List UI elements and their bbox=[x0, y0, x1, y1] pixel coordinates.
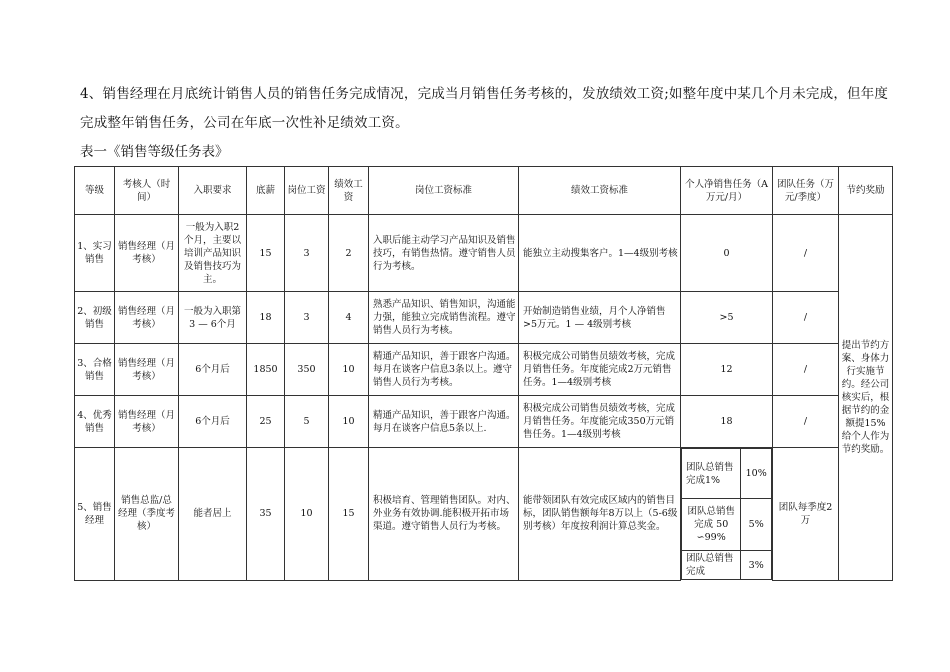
tier-pct: 10% bbox=[741, 449, 772, 499]
team-cell: / bbox=[773, 215, 839, 292]
assessor-cell: 销售经理（月考核） bbox=[115, 344, 179, 396]
tier-label: 团队总销售完成1% bbox=[682, 449, 741, 499]
perf-cell: 10 bbox=[329, 344, 369, 396]
perf-std-cell: 能独立主动搜集客户。1—4级别考核 bbox=[519, 215, 681, 292]
assessor-cell: 销售经理（月考核） bbox=[115, 292, 179, 344]
tier-row bbox=[682, 449, 772, 499]
base-cell: 15 bbox=[247, 215, 285, 292]
header-base: 底薪 bbox=[247, 167, 285, 215]
header-entry: 入职要求 bbox=[179, 167, 247, 215]
post-cell: 5 bbox=[285, 396, 329, 448]
base-cell: 35 bbox=[247, 448, 285, 581]
perf-cell: 10 bbox=[329, 396, 369, 448]
entry-cell: 一般为入职2个月，主要以培训产品知识及销售技巧为主。 bbox=[179, 215, 247, 292]
header-team: 团队任务（万元/季度） bbox=[773, 167, 839, 215]
personal-cell: 0 bbox=[681, 215, 773, 292]
post-cell: 350 bbox=[285, 344, 329, 396]
header-perf: 绩效工资 bbox=[329, 167, 369, 215]
entry-cell: 6个月后 bbox=[179, 344, 247, 396]
tier-row bbox=[682, 551, 772, 580]
post-cell: 10 bbox=[285, 448, 329, 581]
table-row bbox=[75, 448, 893, 581]
tier-label: 团队总销售完成 50 ∽99% bbox=[682, 499, 741, 551]
team-cell: / bbox=[773, 396, 839, 448]
table-row bbox=[75, 344, 893, 396]
personal-cell: 18 bbox=[681, 396, 773, 448]
header-post: 岗位工资 bbox=[285, 167, 329, 215]
tier-cell bbox=[681, 448, 773, 581]
header-post-std: 岗位工资标准 bbox=[369, 167, 519, 215]
sales-grade-table bbox=[74, 166, 893, 581]
table-row bbox=[75, 396, 893, 448]
team-cell: 团队每季度2万 bbox=[773, 448, 839, 581]
grade-cell: 2、初级销售 bbox=[75, 292, 115, 344]
header-grade: 等级 bbox=[75, 167, 115, 215]
post-std-cell: 入职后能主动学习产品知识及销售技巧，有销售热情。遵守销售人员行为考核。 bbox=[369, 215, 519, 292]
grade-cell: 4、优秀销售 bbox=[75, 396, 115, 448]
post-std-cell: 精通产品知识，善于跟客户沟通。每月在谈客户信息5条以上. bbox=[369, 396, 519, 448]
entry-cell: 6个月后 bbox=[179, 396, 247, 448]
base-cell: 18 bbox=[247, 292, 285, 344]
tier-pct: 3% bbox=[741, 551, 772, 580]
tier-pct: 5% bbox=[741, 499, 772, 551]
header-reward: 节约奖励 bbox=[839, 167, 893, 215]
entry-cell: 一般为入职第3 — 6个月 bbox=[179, 292, 247, 344]
header-assessor: 考核人（时间） bbox=[115, 167, 179, 215]
table-row bbox=[75, 215, 893, 292]
post-cell: 3 bbox=[285, 292, 329, 344]
tier-table bbox=[681, 448, 772, 580]
team-cell: / bbox=[773, 292, 839, 344]
grade-cell: 5、销售经理 bbox=[75, 448, 115, 581]
reward-cell: 提出节约方案、身体力行实施节约。经公司核实后，根据节约的金额提15%给个人作为节约奖励。 bbox=[839, 215, 893, 581]
team-cell: / bbox=[773, 344, 839, 396]
grade-cell: 1、实习销售 bbox=[75, 215, 115, 292]
perf-std-cell: 积极完成公司销售员绩效考核，完成月销售任务。年度能完成2万元销售任务。1—4级别考核 bbox=[519, 344, 681, 396]
perf-std-cell: 积极完成公司销售员绩效考核，完成月销售任务。年度能完成350万元销售任务。1—4级别考核 bbox=[519, 396, 681, 448]
assessor-cell: 销售经理（月考核） bbox=[115, 215, 179, 292]
perf-std-cell: 开始制造销售业绩，月个人净销售>5万元。1 — 4级别考核 bbox=[519, 292, 681, 344]
assessor-cell: 销售经理（月考核） bbox=[115, 396, 179, 448]
post-std-cell: 熟悉产品知识、销售知识，沟通能力强，能独立完成销售流程。遵守销售人员行为考核。 bbox=[369, 292, 519, 344]
table-caption: 表一《销售等级任务表》 bbox=[80, 144, 229, 160]
perf-cell: 4 bbox=[329, 292, 369, 344]
tier-row bbox=[682, 499, 772, 551]
perf-std-cell: 能带领团队有效完成区域内的销售目标，团队销售额每年8万以上（5-6级别考核）年度按利润计算总奖金。 bbox=[519, 448, 681, 581]
post-std-cell: 积极培育、管理销售团队。对内、外业务有效协调.能积极开拓市场渠道。遵守销售人员行为考核。 bbox=[369, 448, 519, 581]
perf-cell: 2 bbox=[329, 215, 369, 292]
header-personal: 个人净销售任务（A万元/月） bbox=[681, 167, 773, 215]
grade-cell: 3、合格销售 bbox=[75, 344, 115, 396]
post-cell: 3 bbox=[285, 215, 329, 292]
base-cell: 25 bbox=[247, 396, 285, 448]
header-perf-std: 绩效工资标准 bbox=[519, 167, 681, 215]
assessor-cell: 销售总监/总经理（季度考核） bbox=[115, 448, 179, 581]
entry-cell: 能者居上 bbox=[179, 448, 247, 581]
personal-cell: 12 bbox=[681, 344, 773, 396]
post-std-cell: 精通产品知识，善于跟客户沟通。每月在谈客户信息3条以上。遵守销售人员行为考核。 bbox=[369, 344, 519, 396]
perf-cell: 15 bbox=[329, 448, 369, 581]
table-row bbox=[75, 292, 893, 344]
personal-cell: >5 bbox=[681, 292, 773, 344]
base-cell: 1850 bbox=[247, 344, 285, 396]
header-row bbox=[75, 167, 893, 215]
policy-paragraph: 4、销售经理在月底统计销售人员的销售任务完成情况，完成当月销售任务考核的，发放绩效工资;如整年度中某几个月未完成，但年度完成整年销售任务，公司在年底一次性补足绩效工资。 bbox=[80, 86, 889, 131]
tier-label: 团队总销售完成 bbox=[682, 551, 741, 580]
